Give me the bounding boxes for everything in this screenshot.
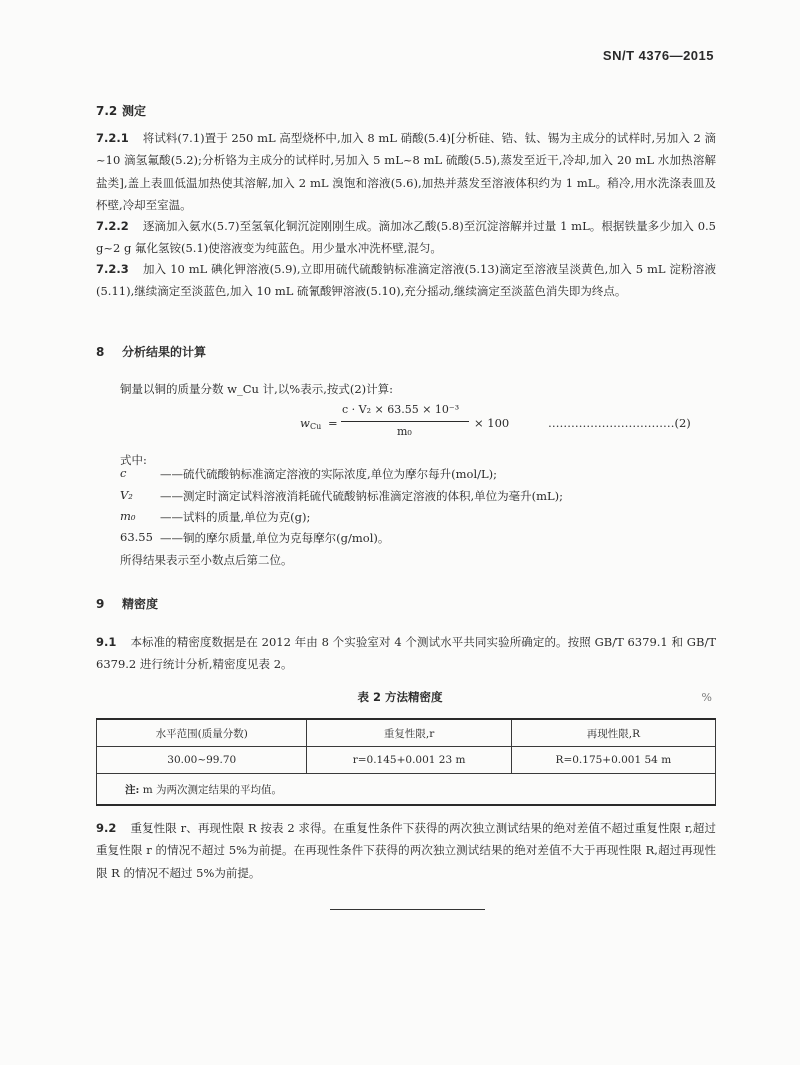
- section-number: 9: [96, 597, 105, 611]
- precision-table: [96, 718, 716, 806]
- variable-definition: ——铜的摩尔质量,单位为克每摩尔(g/mol)。: [160, 531, 390, 545]
- section-9-heading: [96, 595, 158, 612]
- table-header: 再现性限,R: [511, 719, 715, 747]
- clause-number: 7.2.1: [96, 131, 129, 145]
- paragraph-7-2-2: [96, 215, 716, 260]
- clause-number: 9.1: [96, 635, 117, 649]
- section-title: 分析结果的计算: [122, 345, 207, 359]
- variable-symbol: m₀: [120, 509, 136, 523]
- table-header-row: [97, 719, 716, 747]
- table-row: [97, 747, 716, 774]
- variable-symbol: c: [120, 466, 127, 480]
- clause-number: 7.2.2: [96, 219, 129, 233]
- section-number: 7.2: [96, 104, 118, 118]
- table-cell: r=0.145+0.001 23 m: [307, 747, 511, 774]
- section-number: 8: [96, 345, 105, 359]
- section-7-2-heading: [96, 102, 146, 119]
- end-rule: [330, 909, 485, 910]
- table-title: 表 2 方法精密度: [357, 690, 443, 704]
- variable-definition: ——测定时滴定试料溶液消耗硫代硫酸钠标准滴定溶液的体积,单位为毫升(mL);: [160, 489, 564, 503]
- formula-numerator: c · V₂ × 63.55 × 10⁻³: [342, 403, 460, 416]
- table-cell: R=0.175+0.001 54 m: [511, 747, 715, 774]
- rounding-note: 所得结果表示至小数点后第二位。: [120, 553, 293, 567]
- table-note: [97, 774, 716, 806]
- formula-lhs: w: [300, 416, 310, 430]
- variable-definition: ——硫代硫酸钠标准滴定溶液的实际浓度,单位为摩尔每升(mol/L);: [160, 467, 498, 481]
- fraction-bar: [341, 421, 469, 422]
- paragraph-9-2: [96, 817, 716, 884]
- paragraph-7-2-3: [96, 258, 716, 303]
- table-header: 水平范围(质量分数): [97, 719, 307, 747]
- clause-text: 加入 10 mL 碘化钾溶液(5.9),立即用硫代硫酸钠标准滴定溶液(5.13)滴定至溶液呈淡黄色,加入 5 mL 淀粉溶液(5.11),继续滴定至淡蓝色,加入 10 mL 硫氰酸钾溶液(5.10),充分摇动,继续滴定至淡蓝色消失即为终点。: [96, 262, 716, 299]
- clause-number: 9.2: [96, 821, 117, 835]
- note-text: m 为两次测定结果的平均值。: [142, 783, 283, 796]
- clause-text: 重复性限 r、再现性限 R 按表 2 求得。在重复性条件下获得的两次独立测试结果的绝对差值不超过重复性限 r,超过重复性限 r 的情况不超过 5%为前提。在再现性条件下获得的两次独立测试结果的绝对差值不大于再现性限 R,超过再现性限 R 的情况不超过 5%为前提。: [96, 821, 716, 880]
- formula-equals: =: [328, 416, 338, 430]
- clause-text: 本标准的精密度数据是在 2012 年由 8 个实验室对 4 个测试水平共同实验所确定的。按照 GB/T 6379.1 和 GB/T 6379.2 进行统计分析,精密度见表 2。: [96, 635, 716, 672]
- section-title: 精密度: [122, 597, 159, 611]
- variable-symbol: 63.55: [120, 530, 153, 544]
- calculation-intro: 铜量以铜的质量分数 w_Cu 计,以%表示,按式(2)计算:: [120, 382, 394, 396]
- paragraph-9-1: [96, 631, 716, 676]
- paragraph-7-2-1: [96, 127, 716, 216]
- variable-symbol: V₂: [120, 488, 133, 502]
- clause-number: 7.2.3: [96, 262, 129, 276]
- section-8-heading: [96, 343, 206, 360]
- equation-reference: ……………………………(2): [548, 416, 691, 430]
- clause-text: 逐滴加入氨水(5.7)至氢氧化铜沉淀刚刚生成。滴加冰乙酸(5.8)至沉淀溶解并过量 1 mL。根据铁量多少加入 0.5 g~2 g 氟化氢铵(5.1)使溶液变为纯蓝色。用少量水冲洗杯壁,混匀。: [96, 219, 716, 256]
- formula-lhs-subscript: Cu: [310, 422, 322, 431]
- table-unit: %: [701, 691, 712, 704]
- table-note-row: [97, 774, 716, 806]
- note-label: 注:: [125, 783, 140, 796]
- clause-text: 将试料(7.1)置于 250 mL 高型烧杯中,加入 8 mL 硝酸(5.4)[分析硅、锆、钛、锡为主成分的试样时,另加入 2 滴~10 滴氢氟酸(5.2);分析铬为主成分的试样时,另加入 5 mL~8 mL 硫酸(5.5),蒸发至近干,冷却,加入 20 mL 水加热溶解盐类],盖上表皿低温加热使其溶解,加入 2 mL 溴饱和溶液(5.6),加热并蒸发至溶液体积约为 1 mL。稍冷,用水洗涤表皿及杯壁,冷却至室温。: [96, 131, 716, 212]
- where-label: 式中:: [120, 453, 147, 467]
- standard-number: SN/T 4376—2015: [602, 48, 714, 63]
- table-header: 重复性限,r: [307, 719, 511, 747]
- table-cell: 30.00~99.70: [97, 747, 307, 774]
- formula-denominator: m₀: [397, 425, 412, 438]
- section-title: 测定: [122, 104, 147, 118]
- formula-multiplier: × 100: [474, 416, 510, 430]
- variable-definition: ——试料的质量,单位为克(g);: [160, 510, 311, 524]
